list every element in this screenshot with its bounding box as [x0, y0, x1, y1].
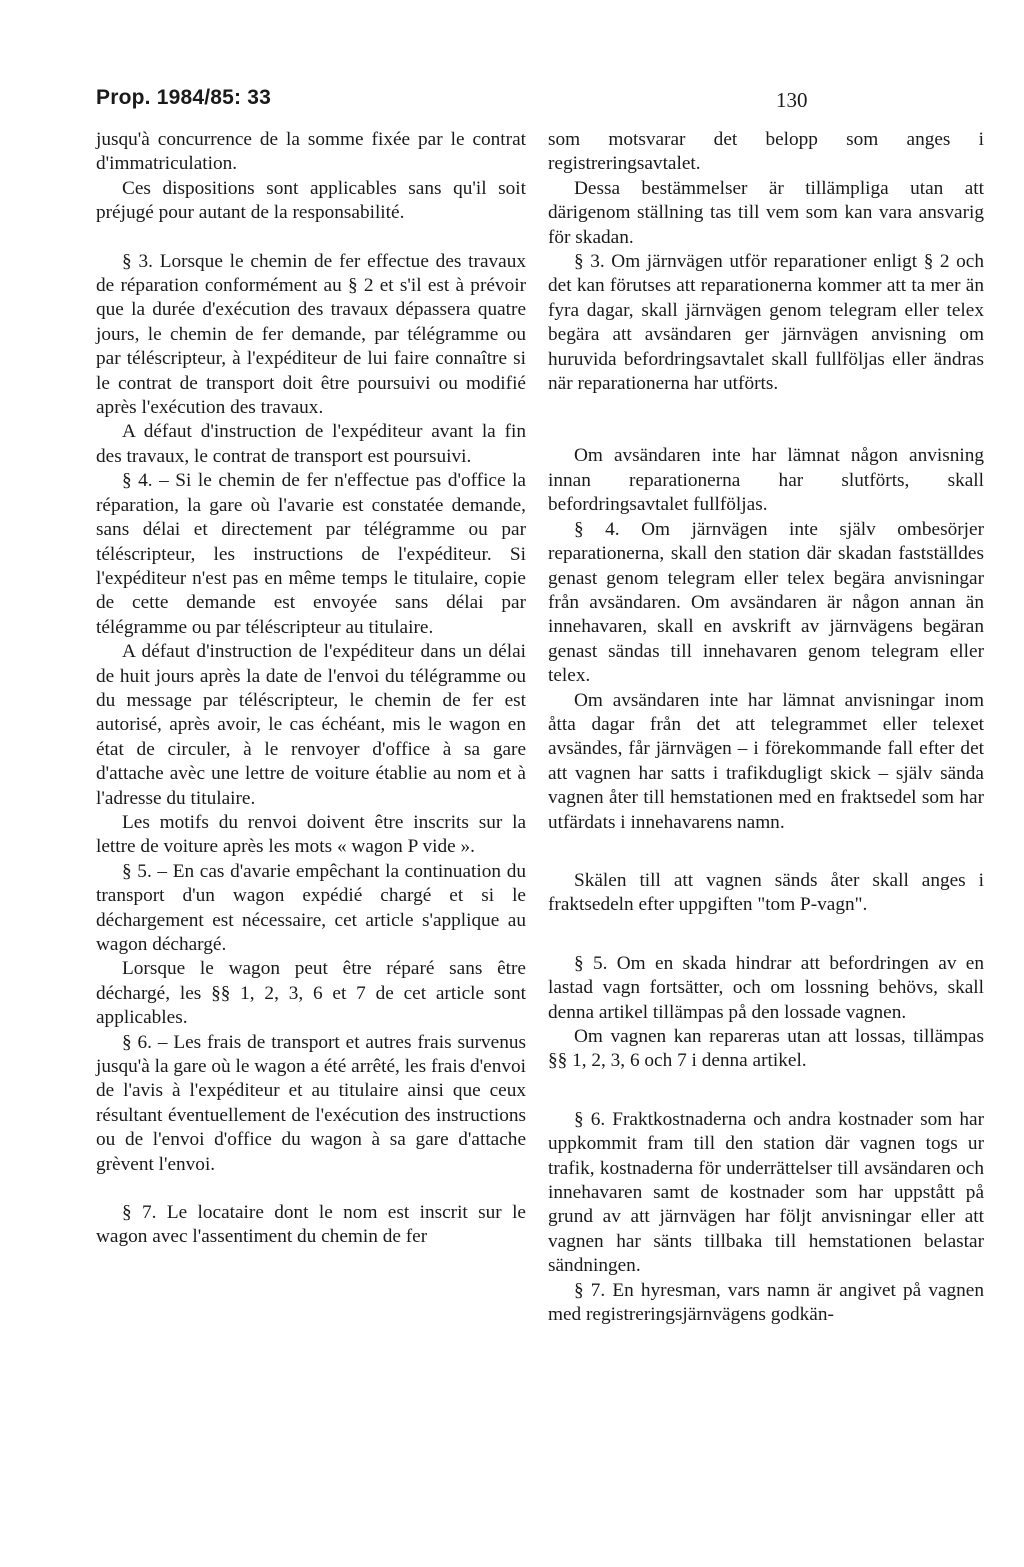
fr-paragraph: jusqu'à concurrence de la somme fixée par le contrat d'immatriculation. — [96, 129, 526, 175]
sv-paragraph: som motsvarar det belopp som anges i registreringsavtalet. — [548, 129, 984, 175]
document-reference: Prop. 1984/85: 33 — [96, 86, 271, 109]
fr-paragraph: Lorsque le wagon peut être réparé sans être déchargé, les §§ 1, 2, 3, 6 et 7 de cet article sont applicables. — [96, 958, 526, 1029]
page-number: 130 — [776, 88, 808, 112]
sv-paragraph: Skälen till att vagnen sänds åter skall anges i fraktsedeln efter uppgiften "tom P-vagn". — [548, 869, 984, 916]
sv-paragraph: Om vagnen kan repareras utan att lossas, tillämpas §§ 1, 2, 3, 6 och 7 i denna artikel. — [548, 1026, 984, 1072]
fr-paragraph: § 7. Le locataire dont le nom est inscrit sur le wagon avec l'assentiment du chemin de fer — [96, 1202, 526, 1248]
sv-paragraph: § 6. Fraktkostnaderna och andra kostnader som har uppkommit fram till den station där vagnen togs ur trafik, kostnaderna för underrättelser till avsändaren och innehavaren samt de kostnader som har uppstått på grund av att järnvägen har följt anvisningar eller att vagnen har sänts tillbaka till hemstationen belastar sändningen. — [548, 1108, 984, 1277]
fr-paragraph: § 5. – En cas d'avarie empêchant la continuation du transport d'un wagon expédié chargé et si le déchargement est nécessaire, cet article s'applique au wagon déchargé. — [96, 860, 526, 955]
fr-paragraph: A défaut d'instruction de l'expéditeur avant la fin des travaux, le contrat de transport est poursuivi. — [96, 421, 526, 467]
sv-paragraph: Dessa bestämmelser är tillämpliga utan att därigenom ställning tas till vem som kan vara ansvarig för skadan. — [548, 177, 984, 248]
fr-paragraph: § 4. – Si le chemin de fer n'effectue pas d'office la réparation, la gare où l'avarie est constatée demande, sans délai et directement par télégramme ou par téléscripteur, les instructions de l'expéditeur. Si l'expéditeur n'est pas en même temps le titulaire, copie de cette demande est envoyée sans délai par télégramme ou par téléscripteur au titulaire. — [96, 470, 526, 638]
fr-paragraph: Ces dispositions sont applicables sans qu'il soit préjugé pour autant de la responsabilité. — [96, 177, 526, 224]
sv-paragraph: Om avsändaren inte har lämnat någon anvisning innan reparationerna har slutförts, skall befordringsavtalet fullföljas. — [548, 445, 984, 516]
fr-paragraph: A défaut d'instruction de l'expéditeur dans un délai de huit jours après la date de l'envoi du télégramme ou du message par téléscripteur, le chemin de fer est autorisé, après avoir, le cas échéant, mis le wagon en état de circuler, à le renvoyer d'office à sa gare d'attache avèc une lettre de voiture établie au nom et à l'adresse du titulaire. — [96, 641, 526, 809]
sv-paragraph: § 7. En hyresman, vars namn är angivet på vagnen med registreringsjärnvägens godkän- — [548, 1279, 984, 1326]
fr-paragraph: Les motifs du renvoi doivent être inscrits sur la lettre de voiture après les mots « wagon P vide ». — [96, 811, 526, 858]
sv-paragraph: § 3. Om järnvägen utför reparationer enligt § 2 och det kan förutses att reparationerna kommer att ta mer än fyra dagar, skall järnvägen genom telegram eller telex begära att avsändaren ger järnvägen anvisning om huruvida befordringsavtalet skall fullföljas eller ändras när reparationerna har utförts. — [548, 251, 984, 395]
sv-paragraph: Om avsändaren inte har lämnat anvisningar inom åtta dagar från det att telegrammet eller telexet avsändes, får järnvägen – i förekommande fall efter det att vagnen har satts i trafikdugligt skick – själv sända vagnen åter till hemstationen med en fraktsedel som har utfärdats i innehavarens namn. — [548, 689, 984, 833]
french-column — [96, 128, 526, 1250]
sv-paragraph: § 5. Om en skada hindrar att befordringen av en lastad vagn fortsätter, och om lossning behövs, skall denna artikel tillämpas på den lossade vagnen. — [548, 952, 984, 1023]
swedish-column — [548, 128, 984, 1327]
fr-paragraph: § 3. Lorsque le chemin de fer effectue des travaux de réparation conformément au § 2 et s'il est à prévoir que la durée d'exécution des travaux dépassera quatre jours, le chemin de fer demande, par télégramme ou par téléscripteur, à l'expéditeur de lui faire connaître si le contrat de transport doit être poursuivi ou modifié après l'exécution des travaux. — [96, 250, 526, 419]
fr-paragraph: § 6. – Les frais de transport et autres frais survenus jusqu'à la gare où le wagon a été arrêté, les frais d'envoi de l'avis à l'expéditeur et au titulaire ainsi que ceux résultant éventuellement de l'exécution des instructions ou de l'envoi d'office du wagon à sa gare d'attache grèvent l'envoi. — [96, 1031, 526, 1175]
sv-paragraph: § 4. Om järnvägen inte själv ombesörjer reparationerna, skall den station där skadan fastställdes genast genom telegram eller telex begära anvisningar från avsändaren. Om avsändaren är någon annan än innehavaren, skall en avskrift av järnvägens begäran genast sändas till innehavaren genom telegram eller telex. — [548, 518, 984, 687]
